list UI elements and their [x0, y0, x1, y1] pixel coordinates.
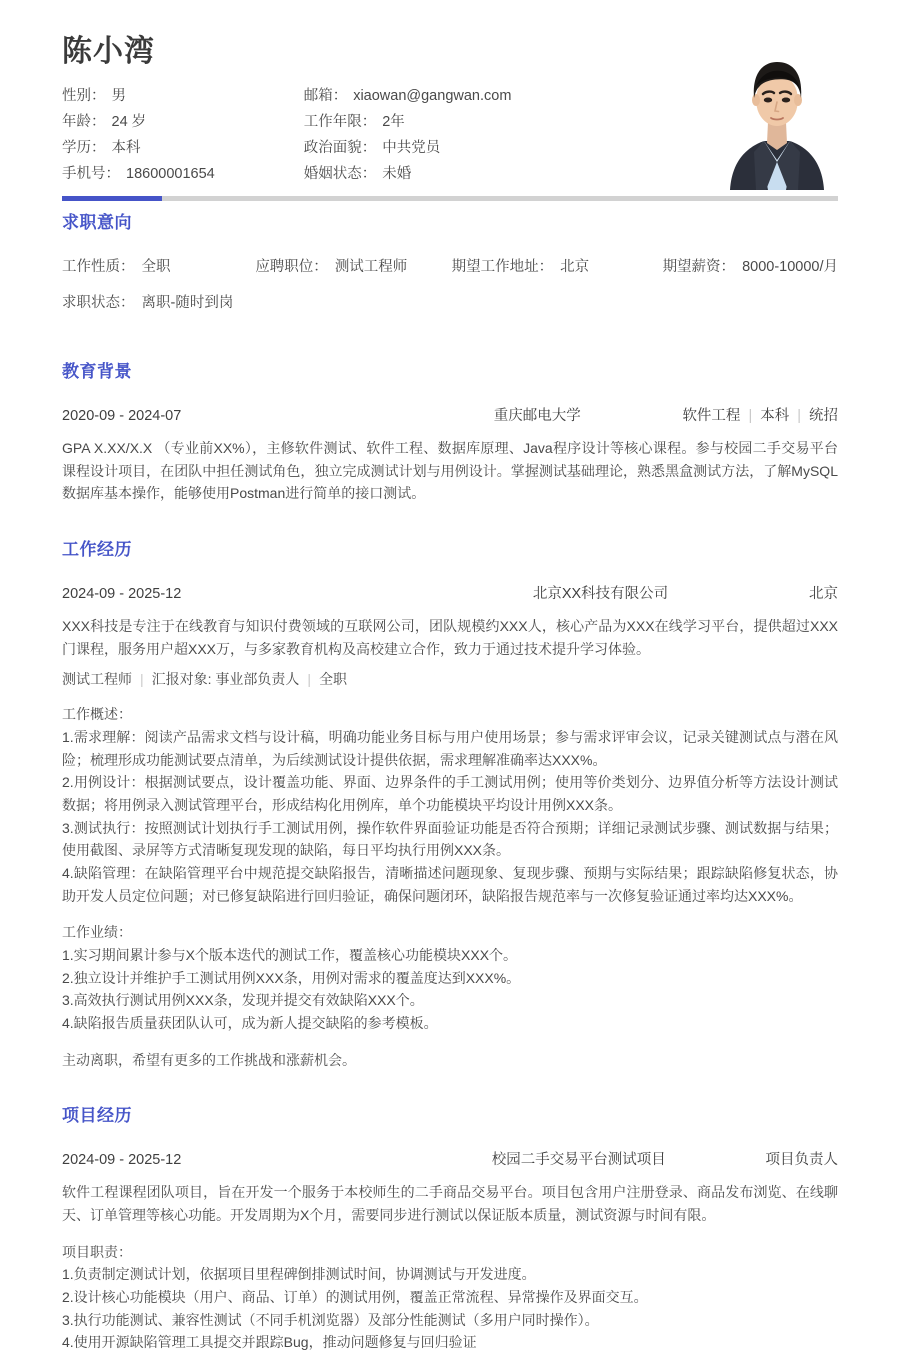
avatar	[716, 40, 838, 190]
work-company-intro: XXX科技是专注于在线教育与知识付费领域的互联网公司，团队规模约XXX人，核心产品为XXX在线学习平台，提供超过XXX门课程，服务用户超XXX万，与多家教育机构及高校建立合作，致力于通过技术提升学习体验。	[62, 618, 838, 657]
education-major: 软件工程	[682, 408, 741, 424]
section-project-experience	[62, 1101, 838, 1354]
work-achievement-item: 1.实习期间累计参与X个版本迭代的测试工作，覆盖核心功能模块XXX个。	[62, 947, 518, 964]
personal-info-grid	[62, 84, 622, 188]
info-marital-status	[304, 162, 622, 183]
info-education	[62, 136, 304, 157]
education-admission-type: 统招	[809, 408, 838, 424]
project-entry-head	[62, 1148, 838, 1169]
intent-label: 应聘职位：	[255, 259, 328, 275]
info-label: 政治面貌：	[303, 140, 377, 156]
intent-status	[62, 291, 259, 312]
work-overview-item: 4.缺陷管理：在缺陷管理平台中规范提交缺陷报告，清晰描述问题现象、复现步骤、预期与实际结果；跟踪缺陷修复状态，协助开发人员定位问题；对已修复缺陷进行回归验证，确保问题闭环，缺陷报告规范率与一次修复验证通过率均达XXX%。	[62, 865, 838, 904]
intent-value: 测试工程师	[334, 259, 408, 275]
info-row	[62, 136, 622, 162]
info-value: 未婚	[382, 166, 412, 182]
job-intent-row	[62, 255, 838, 291]
info-phone	[62, 162, 304, 183]
education-school: 重庆邮电大学	[493, 408, 581, 424]
work-role-meta	[62, 669, 838, 689]
info-label: 邮箱：	[303, 88, 348, 104]
intent-label: 期望工作地址：	[451, 259, 554, 275]
info-age	[62, 110, 304, 131]
section-title-work-experience: 工作经历	[62, 540, 132, 560]
work-achievement-item: 2.独立设计并维护手工测试用例XXX条，用例对需求的覆盖度达到XXX%。	[62, 969, 521, 986]
info-label: 手机号：	[62, 166, 120, 182]
work-employment-type: 全职	[319, 671, 348, 688]
job-intent-row	[62, 291, 838, 327]
project-date: 2024-09 - 2025-12	[62, 1152, 182, 1169]
intent-position	[255, 255, 451, 276]
header-divider	[62, 196, 838, 201]
section-title-project-experience: 项目经历	[62, 1106, 132, 1126]
portrait-photo-icon	[716, 40, 838, 190]
info-value: 24 岁	[111, 114, 147, 130]
info-email	[304, 84, 622, 105]
info-label: 性别：	[62, 88, 106, 104]
info-gender	[62, 84, 304, 105]
work-report-to: 汇报对象: 事业部负责人	[151, 671, 300, 688]
section-work-experience	[62, 535, 838, 1071]
intent-label: 工作性质：	[62, 259, 135, 275]
intent-label: 求职状态：	[62, 295, 135, 311]
work-date: 2024-09 - 2025-12	[62, 586, 182, 603]
education-meta	[682, 404, 838, 425]
separator-icon: |	[307, 671, 312, 688]
work-leave-note: 主动离职，希望有更多的工作挑战和涨薪机会。	[62, 1051, 356, 1068]
intent-value: 全职	[141, 259, 171, 275]
intent-label: 期望薪资：	[662, 259, 736, 275]
section-education	[62, 357, 838, 505]
info-political-status	[304, 136, 622, 157]
work-company: 北京XX科技有限公司	[532, 586, 669, 603]
project-role: 项目负责人	[765, 1152, 838, 1169]
info-value: 18600001654	[126, 166, 215, 182]
info-row	[62, 110, 622, 136]
work-entry-head	[62, 582, 838, 603]
intent-value: 北京	[560, 259, 590, 275]
info-value: 2年	[382, 114, 405, 130]
work-overview-block	[62, 703, 838, 907]
work-achievement-title: 工作业绩：	[62, 924, 132, 941]
work-achievement-item: 3.高效执行测试用例XXX条，发现并提交有效缺陷XXX个。	[62, 992, 424, 1009]
intent-salary	[663, 255, 838, 276]
project-duty-title: 项目职责：	[62, 1243, 132, 1260]
education-entry-head	[62, 404, 838, 425]
divider-accent	[62, 196, 162, 201]
separator-icon: |	[748, 408, 753, 424]
info-value: 中共党员	[382, 140, 441, 156]
work-overview-item: 1.需求理解：阅读产品需求文档与设计稿，明确功能业务目标与用户使用场景；参与需求评审会议，记录关键测试点与潜在风险；梳理形成功能测试要点清单，为后续测试设计提供依据，需求理解准确率达XXX%。	[62, 729, 838, 768]
work-overview-item: 3.测试执行：按照测试计划执行手工测试用例，操作软件界面验证功能是否符合预期；详细记录测试步骤、测试数据与结果；使用截图、录屏等方式清晰复现发现的缺陷，每日平均执行用例XXX条。	[62, 819, 838, 859]
project-name: 校园二手交易平台测试项目	[491, 1152, 666, 1169]
resume-header	[62, 0, 838, 182]
info-label: 工作年限：	[303, 114, 377, 130]
work-overview-title: 工作概述：	[62, 706, 132, 723]
project-duty-item: 4.使用开源缺陷管理工具提交并跟踪Bug，推动问题修复与回归验证	[62, 1334, 477, 1351]
intent-job-type	[62, 255, 255, 276]
education-description: GPA X.XX/X.X （专业前XX%），主修软件测试、软件工程、数据库原理、Java程序设计等核心课程。参与校园二手交易平台课程设计项目，在团队中担任测试角色，独立完成测试计划与用例设计。掌握测试基础理论，熟悉黑盒测试方法，了解MySQL数据库基本操作，能够使用Postman进行简单的接口测试。	[62, 440, 838, 502]
work-achievement-item: 4.缺陷报告质量获团队认可，成为新人提交缺陷的参考模板。	[62, 1015, 438, 1032]
education-degree: 本科	[760, 408, 790, 424]
project-duty-item: 3.执行功能测试、兼容性测试（不同手机浏览器）及部分性能测试（多用户同时操作）。	[62, 1311, 599, 1328]
section-job-intent	[62, 208, 838, 327]
page-title: 陈小湾	[62, 35, 155, 68]
info-label: 学历：	[62, 140, 106, 156]
education-date: 2020-09 - 2024-07	[62, 408, 182, 424]
work-role: 测试工程师	[62, 671, 132, 688]
intent-value: 8000-10000/月	[742, 259, 838, 275]
info-work-years	[304, 110, 622, 131]
work-location: 北京	[809, 586, 838, 603]
info-label: 婚姻状态：	[303, 166, 377, 182]
project-duty-item: 2.设计核心功能模块（用户、商品、订单）的测试用例，覆盖正常流程、异常操作及界面交互。	[62, 1289, 648, 1306]
job-intent-rows	[62, 255, 838, 327]
section-title-education: 教育背景	[62, 362, 132, 381]
separator-icon: |	[797, 408, 801, 424]
section-title-job-intent: 求职意向	[62, 213, 132, 232]
project-duty-block	[62, 1241, 838, 1354]
project-duty-item: 1.负责制定测试计划，依据项目里程碑倒排测试时间，协调测试与开发进度。	[62, 1266, 536, 1283]
info-value: 本科	[111, 140, 141, 156]
separator-icon: |	[140, 671, 144, 688]
work-achievement-block	[62, 921, 838, 1034]
info-row	[62, 162, 622, 188]
info-label: 年龄：	[62, 114, 106, 130]
work-overview-item: 2.用例设计：根据测试要点，设计覆盖功能、界面、边界条件的手工测试用例；使用等价类划分、边界值分析等方法设计测试数据；将用例录入测试管理平台，形成结构化用例库，单个功能模块平均设计用例XXX条。	[62, 774, 838, 814]
info-row	[62, 84, 622, 110]
project-description: 软件工程课程团队项目，旨在开发一个服务于本校师生的二手商品交易平台。项目包含用户注册登录、商品发布浏览、在线聊天、订单管理等核心功能。开发周期为X个月，需要同步进行测试以保证版本质量，测试资源与时间有限。	[62, 1184, 838, 1224]
intent-value: 离职-随时到岗	[141, 295, 234, 311]
info-value: 男	[111, 88, 126, 104]
intent-location	[452, 255, 663, 276]
info-value: xiaowan@gangwan.com	[353, 88, 512, 104]
